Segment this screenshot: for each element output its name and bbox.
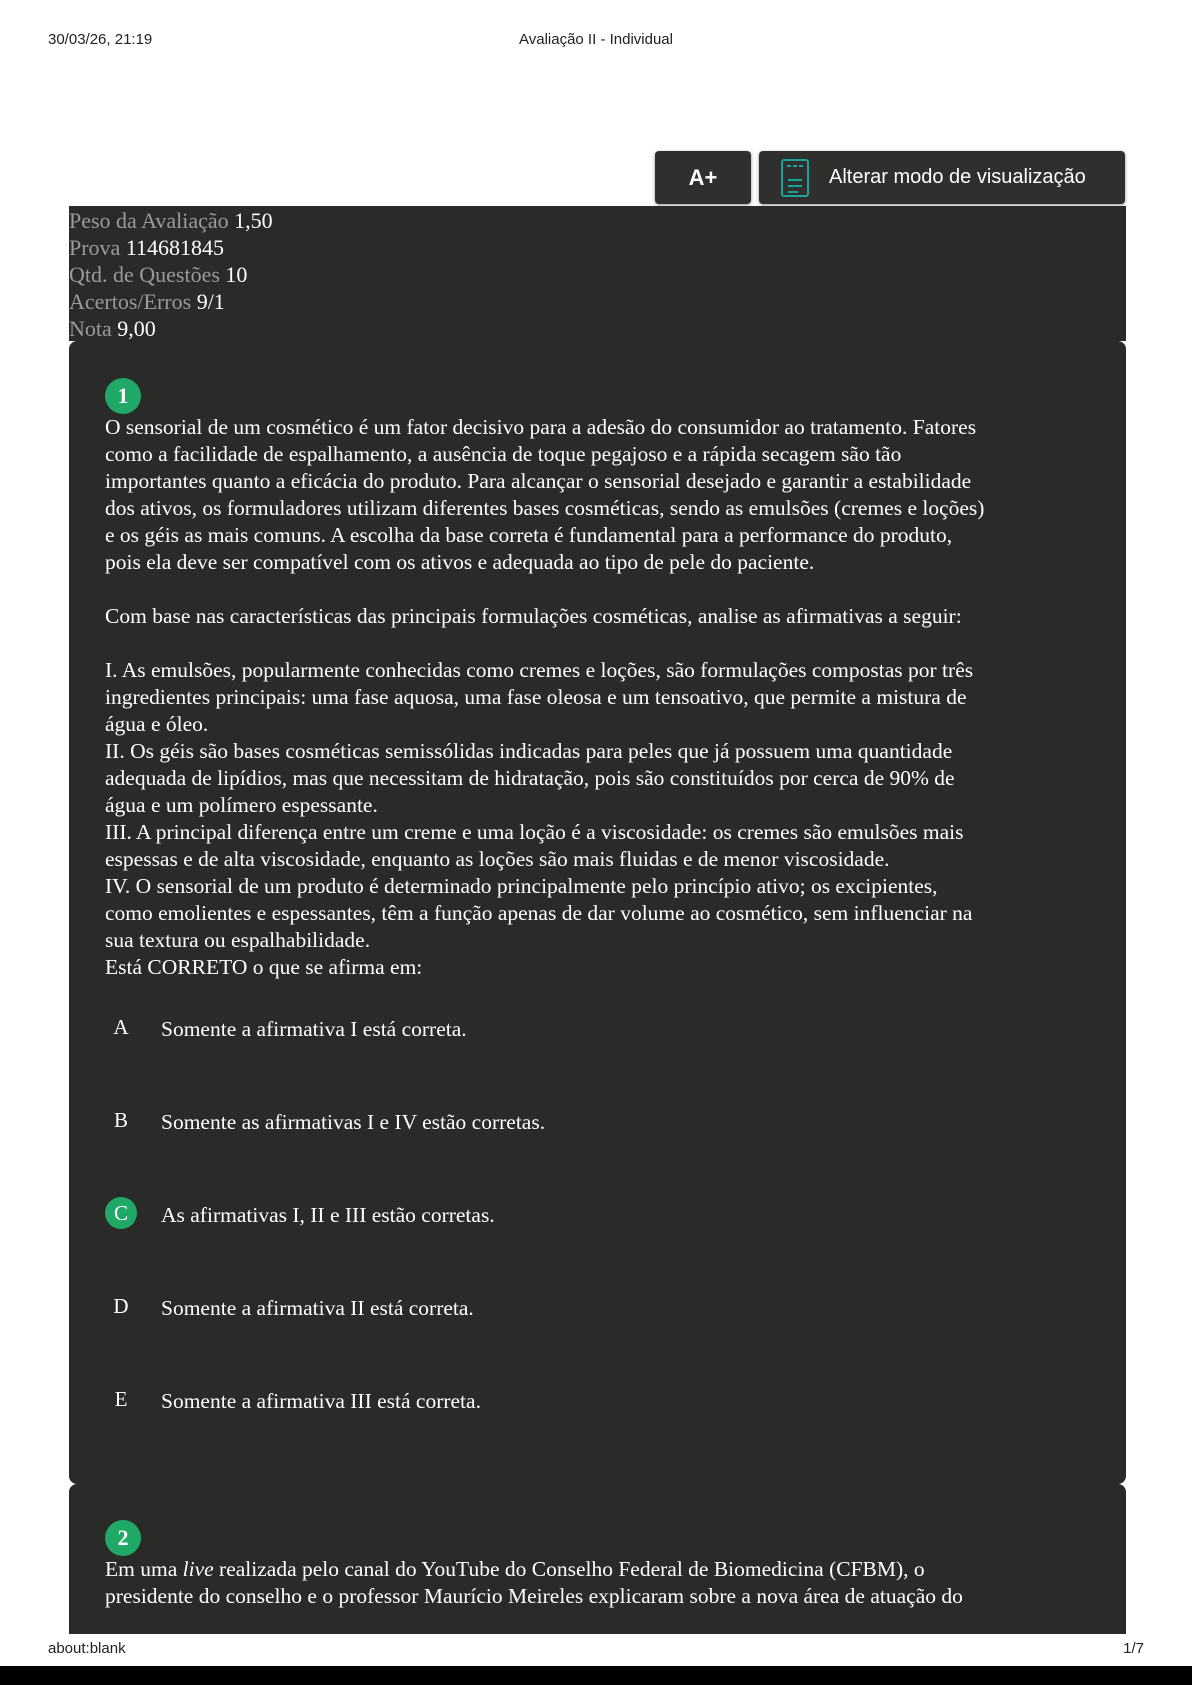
option-e[interactable] xyxy=(105,1383,1005,1419)
print-page-number: 1/7 xyxy=(1123,1640,1144,1657)
print-url: about:blank xyxy=(48,1640,126,1657)
print-title: Avaliação II - Individual xyxy=(519,31,673,48)
option-letter-selected: C xyxy=(105,1197,137,1229)
option-text: Somente as afirmativas I e IV estão corretas. xyxy=(161,1110,546,1134)
option-a[interactable] xyxy=(105,1011,1005,1047)
question-number-badge: 1 xyxy=(105,378,141,414)
change-view-mode-button[interactable] xyxy=(759,151,1125,204)
document-view-icon xyxy=(781,159,809,197)
option-c[interactable] xyxy=(105,1197,1005,1233)
option-letter: E xyxy=(114,1386,128,1411)
summary-row-hits-misses: Acertos/Erros 9/1 xyxy=(69,289,225,314)
summary-row-exam: Prova 114681845 xyxy=(69,235,225,260)
option-b[interactable] xyxy=(105,1104,1005,1140)
option-letter: A xyxy=(113,1014,129,1039)
option-text: As afirmativas I, II e III estão corretas. xyxy=(161,1203,495,1227)
summary-row-question-count: Qtd. de Questões 10 xyxy=(69,262,248,287)
print-date: 30/03/26, 21:19 xyxy=(48,31,153,48)
option-text: Somente a afirmativa I está correta. xyxy=(161,1017,467,1041)
question-number-badge: 2 xyxy=(105,1520,141,1556)
option-text: Somente a afirmativa III está correta. xyxy=(161,1389,481,1413)
summary-row-grade: Nota 9,00 xyxy=(69,316,156,341)
option-letter: D xyxy=(113,1293,129,1318)
question-card-2 xyxy=(69,1484,1126,1634)
increase-font-button[interactable]: A+ xyxy=(655,151,751,204)
option-text: Somente a afirmativa II está correta. xyxy=(161,1296,474,1320)
question-text: O sensorial de um cosmético é um fator decisivo para a adesão do consumidor ao tratamento. Fatores como a facilidade de espalhamento, a ausência de toque pegajoso e a rápida secagem são tão importantes quanto a eficácia do produto. Para alcançar o sensorial desejado e garantir a estabilidade dos ativos, os formuladores utilizam diferentes bases cosméticas, sendo as emulsões (cremes e loções) e os géis as mais comuns. A escolha da base correta é fundamental para a performance do produto, pois ela deve ser compatível com os ativos e adequada ao tipo de pele do paciente. Com base nas características das principais formulações cosméticas, analise as afirmativas a seguir: I. As emulsões, popularmente conhecidas como cremes e loções, são formulações compostas por três ingredientes principais: uma fase aquosa, uma fase oleosa e um tensoativo, que permite a mistura de água e óleo. II. Os géis são bases cosméticas semissólidas indicadas para peles que já possuem uma quantidade adequada de lipídios, mas que necessitam de hidratação, pois são constituídos por cerca de 90% de água e um polímero espessante. III. A principal diferença entre um creme e uma loção é a viscosidade: os cremes são emulsões mais espessas e de alta viscosidade, enquanto as loções são mais fluidas e de menor viscosidade. IV. O sensorial de um produto é determinado principalmente pelo princípio ativo; os excipientes, como emolientes e espessantes, têm a função apenas de dar volume ao cosmético, sem influenciar na sua textura ou espalhabilidade. Está CORRETO o que se afirma em: xyxy=(105,415,985,979)
print-footer xyxy=(0,1636,1192,1666)
option-d[interactable] xyxy=(105,1290,1005,1326)
question-card-1 xyxy=(69,341,1126,1484)
change-view-mode-label: Alterar modo de visualização xyxy=(829,166,1086,188)
question-text: Em uma live realizada pelo canal do YouTube do Conselho Federal de Biomedicina (CFBM), o presidente do conselho e o professor Maurício Meireles explicaram sobre a nova área de atuação do xyxy=(105,1557,963,1608)
print-header xyxy=(0,0,1192,80)
assessment-summary xyxy=(69,206,1126,341)
summary-row-weight: Peso da Avaliação 1,50 xyxy=(69,208,273,233)
bottom-bar xyxy=(0,1666,1192,1685)
option-letter: B xyxy=(113,1107,128,1132)
